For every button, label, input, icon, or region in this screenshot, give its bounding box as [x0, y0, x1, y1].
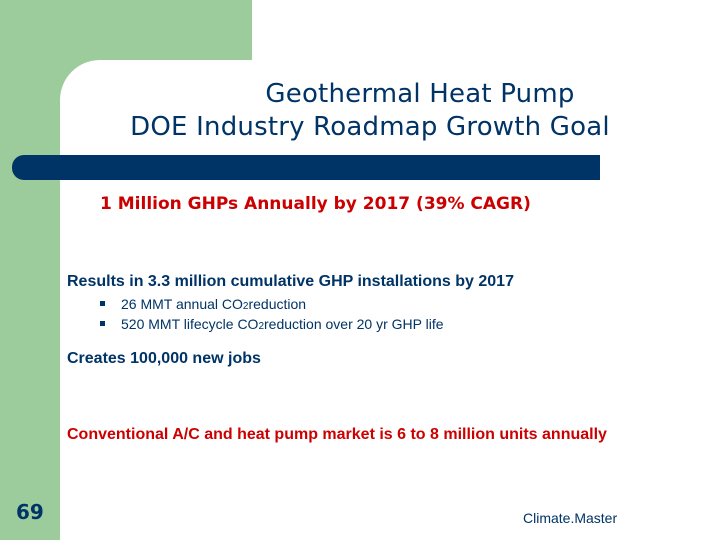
company-name: Climate.Master: [523, 510, 618, 526]
goal-statement: 1 Million GHPs Annually by 2017 (39% CAGR): [100, 194, 531, 214]
subscript: 2: [242, 301, 249, 312]
subscript: 2: [258, 321, 265, 332]
bullet-text-after: reduction over 20 yr GHP life: [264, 316, 444, 332]
title-line-1: Geothermal Heat Pump: [265, 79, 575, 109]
bullet-list: [100, 296, 444, 336]
bullet-text-before: 26 MMT annual CO: [121, 296, 243, 312]
slide-title: [60, 78, 680, 144]
bullet-square-icon: [100, 301, 105, 306]
bullet-text-after: reduction: [248, 296, 307, 312]
title-divider-bar: [12, 155, 600, 180]
results-text: Results in 3.3 million cumulative GHP installations by 2017: [67, 273, 514, 290]
page-number: 69: [16, 500, 44, 524]
market-text: Conventional A/C and heat pump market is 6 to 8 million units annually: [67, 426, 607, 443]
jobs-text: Creates 100,000 new jobs: [67, 350, 261, 367]
title-line-2: DOE Industry Roadmap Growth Goal: [130, 112, 610, 142]
bullet-item: [100, 316, 444, 336]
bullet-item: [100, 296, 444, 316]
bullet-square-icon: [100, 321, 105, 326]
bullet-text-before: 520 MMT lifecycle CO: [121, 316, 259, 332]
